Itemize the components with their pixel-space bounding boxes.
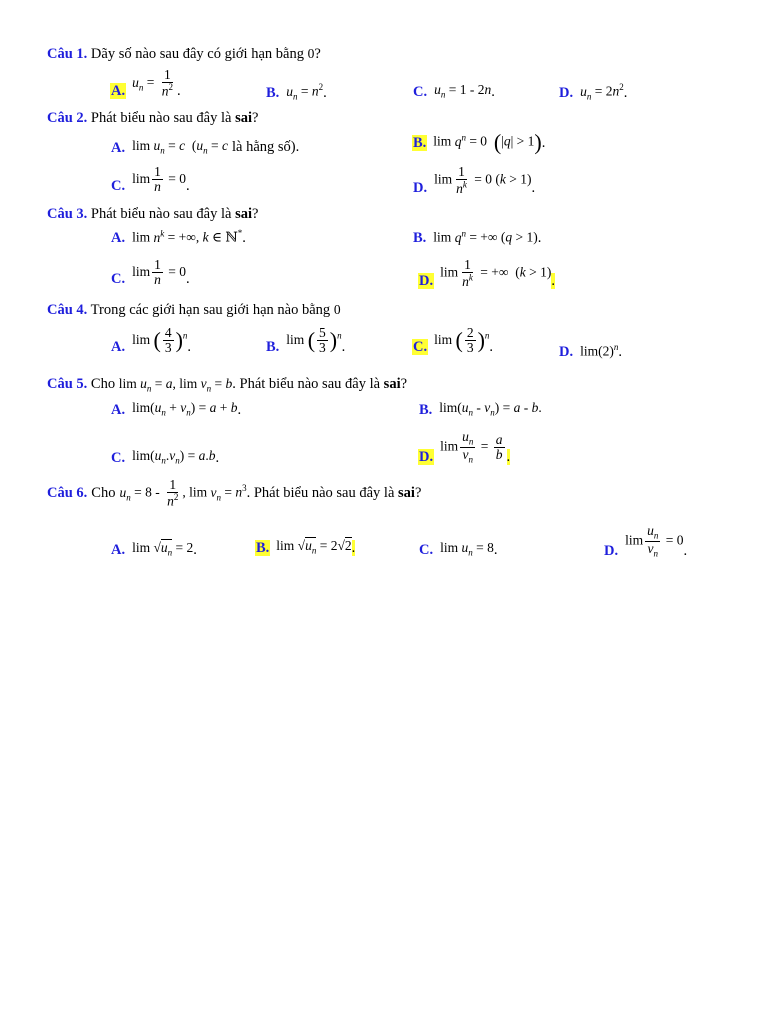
option-label: A. xyxy=(111,401,126,418)
option-note: là hằng số). xyxy=(232,138,300,155)
q2-option-c[interactable]: C. lim $\frac{1}{n}$ = 0 . xyxy=(111,164,190,195)
q2-option-a[interactable] xyxy=(110,138,299,156)
q3-option-c[interactable]: C. lim $\frac{1}{n}$ = 0 . xyxy=(111,257,190,288)
q2-option-b[interactable]: B. $\lim q^n = 0$ (|q| > 1) . xyxy=(413,129,546,155)
question-1: Câu 1. Dãy số nào sau đây có giới hạn bằng 0? xyxy=(47,46,321,62)
math-expression: lim $\frac{1}{n^k}$ = 0 (k > 1) xyxy=(434,164,532,196)
option-label: A. xyxy=(111,82,126,99)
option-label: D. xyxy=(419,272,434,289)
option-label: A. xyxy=(111,139,126,156)
question-prefix: Cho xyxy=(90,376,116,392)
math-expression: $\lim(2)^n$ xyxy=(580,342,619,359)
option-label: A. xyxy=(111,229,126,246)
question-text: Dãy số nào sau đây có giới hạn bằng xyxy=(90,46,304,62)
q6-option-d[interactable]: D. lim $\frac{u_n}{v_n}$ = 0 . xyxy=(604,523,688,560)
option-label: B. xyxy=(266,339,280,356)
option-label: B. xyxy=(413,229,427,246)
question-3: Câu 3. Phát biểu nào sau đây là sai? xyxy=(47,206,259,222)
question-number: Câu 1. xyxy=(47,46,88,62)
math-expression: $\lim u_n = c$ ($u_n = c$ xyxy=(132,138,228,156)
option-label: D. xyxy=(419,449,434,466)
question-text: Phát biểu nào sau đây là xyxy=(90,206,232,222)
math-expression: $\lim √u_n = 2√2$ xyxy=(276,538,352,556)
q6-option-b[interactable]: B. $\lim √u_n = 2√2$ . xyxy=(256,538,356,556)
q1-option-d[interactable]: D. $u_n = 2n^2$ . xyxy=(559,82,628,102)
question-text: . Phát biểu nào sau đây là xyxy=(232,376,381,392)
math-expression: $u_n = 8$ - $\frac{1}{n^2}$ , $\lim v_n = n^3$ xyxy=(119,477,247,509)
question-emphasis: sai xyxy=(235,206,253,222)
math-expression: $u_n$ = $\frac{1}{n^2}$ xyxy=(132,67,173,99)
option-label: D. xyxy=(559,343,574,360)
question-4 xyxy=(47,302,341,319)
math-expression: $u_n = 2n^2$ xyxy=(580,82,624,102)
q4-option-c[interactable]: C. lim ( $\frac{2}{3}$ )$^n$ . xyxy=(413,325,494,356)
option-label: C. xyxy=(413,339,428,356)
question-number: Câu 4. xyxy=(47,302,88,318)
q1-option-b[interactable]: B. $u_n = n^2$ . xyxy=(266,82,327,102)
math-expression: lim ( $\frac{2}{3}$ )$^n$ xyxy=(434,325,490,356)
option-label: C. xyxy=(111,449,126,466)
question-value: 0 xyxy=(333,302,341,317)
math-expression: lim $\frac{1}{n}$ = 0 xyxy=(132,164,186,195)
option-label: D. xyxy=(604,543,619,560)
question-number: Câu 2. xyxy=(47,110,88,126)
question-6: Câu 6. Cho $u_n = 8$ - $\frac{1}{n^2}$ , $\lim v_n = n^3$ . Phát biểu nào sau đây là sai ? xyxy=(47,477,422,509)
question-number: Câu 3. xyxy=(47,206,88,222)
q3-option-d[interactable]: D. lim $\frac{1}{n^k}$ = +∞ (k > 1) . xyxy=(419,257,555,289)
question-2: Câu 2. Phát biểu nào sau đây là sai? xyxy=(47,110,259,126)
option-label: D. xyxy=(413,179,428,196)
option-label: A. xyxy=(111,541,126,558)
math-expression: $\lim √u_n = 2$ xyxy=(132,540,194,558)
math-expression: lim $\frac{1}{n^k}$ = +∞ (k > 1) xyxy=(440,257,552,289)
question-text: Trong các giới hạn sau giới hạn nào bằng xyxy=(90,302,331,318)
math-expression: $\lim(u_n + v_n) = a + b$ xyxy=(132,400,238,418)
math-expression: $\lim q^n = 0$ (|q| > 1) xyxy=(433,129,542,155)
math-expression: $\lim u_n = 8$ xyxy=(440,540,494,558)
option-label: B. xyxy=(419,401,433,418)
option-label: A. xyxy=(111,339,126,356)
question-5: Câu 5. Cho $\lim u_n = a$, $\lim v_n = b$. Phát biểu nào sau đây là sai? xyxy=(47,376,408,394)
option-label: B. xyxy=(413,135,427,152)
question-emphasis: sai xyxy=(235,110,253,126)
q1-option-c[interactable]: C. $u_n = 1 - 2n$ . xyxy=(413,82,495,100)
q2-option-d[interactable]: D. lim $\frac{1}{n^k}$ = 0 (k > 1) . xyxy=(413,164,536,196)
question-emphasis: sai xyxy=(383,376,401,392)
q5-option-b[interactable] xyxy=(418,400,542,418)
question-emphasis: sai xyxy=(398,484,415,501)
math-expression: $\lim(u_n - v_n) = a - b$. xyxy=(439,400,542,418)
question-text: Phát biểu nào sau đây là xyxy=(90,110,232,126)
option-label: C. xyxy=(111,271,126,288)
math-expression: lim ( $\frac{5}{3}$ )$^n$ xyxy=(286,325,342,356)
math-expression: $u_n = 1 - 2n$ xyxy=(434,82,492,100)
q4-option-b[interactable]: B. lim ( $\frac{5}{3}$ )$^n$ . xyxy=(266,325,346,356)
q1-option-a[interactable]: A. $u_n$ = $\frac{1}{n^2}$ . xyxy=(111,67,181,99)
math-expression: $u_n = n^2$ xyxy=(286,82,324,102)
q4-option-a[interactable]: A. lim ( $\frac{4}{3}$ )$^n$ . xyxy=(111,325,192,356)
math-expression: $\lim n^k$ = +∞, k ∈ ℕ* xyxy=(132,228,243,245)
q3-option-b[interactable]: B. $\lim q^n$ = +∞ (q > 1) . xyxy=(413,228,542,246)
question-number: Câu 5. xyxy=(47,376,88,392)
q4-option-d[interactable]: D. $\lim(2)^n$ . xyxy=(559,342,622,360)
math-expression: lim $\frac{1}{n}$ = 0 xyxy=(132,257,186,288)
math-expression: lim $\frac{u_n}{v_n}$ = $\frac{a}{b}$ xyxy=(440,429,503,465)
option-label: C. xyxy=(111,178,126,195)
option-label: B. xyxy=(256,539,270,556)
question-prefix: Cho xyxy=(91,484,116,501)
option-label: D. xyxy=(559,85,574,102)
math-expression: $\lim q^n$ = +∞ (q > 1) xyxy=(433,228,538,245)
math-expression: lim ( $\frac{4}{3}$ )$^n$ xyxy=(132,325,188,356)
q6-option-c[interactable]: C. $\lim u_n = 8$ . xyxy=(419,540,498,558)
q5-option-d[interactable]: D. lim $\frac{u_n}{v_n}$ = $\frac{a}{b}$ . xyxy=(419,429,511,466)
option-label: C. xyxy=(413,83,428,100)
option-label: C. xyxy=(419,541,434,558)
math-expression: lim $\frac{u_n}{v_n}$ = 0 xyxy=(625,523,684,559)
question-number: Câu 6. xyxy=(47,484,88,501)
math-expression: $\lim u_n = a$, $\lim v_n = b$ xyxy=(118,376,233,394)
q5-option-c[interactable]: C. $\lim(u_n.v_n) = a.b$ . xyxy=(111,448,220,466)
q6-option-a[interactable]: A. $\lim √u_n = 2$ . xyxy=(111,540,197,558)
option-label: B. xyxy=(266,85,280,102)
math-expression: $\lim(u_n.v_n) = a.b$ xyxy=(132,448,216,466)
question-text: . Phát biểu nào sau đây là xyxy=(246,484,395,501)
q5-option-a[interactable]: A. $\lim(u_n + v_n) = a + b$ . xyxy=(111,400,242,418)
question-value: 0 xyxy=(307,46,315,61)
q3-option-a[interactable]: A. $\lim n^k$ = +∞, k ∈ ℕ* . xyxy=(111,228,246,246)
